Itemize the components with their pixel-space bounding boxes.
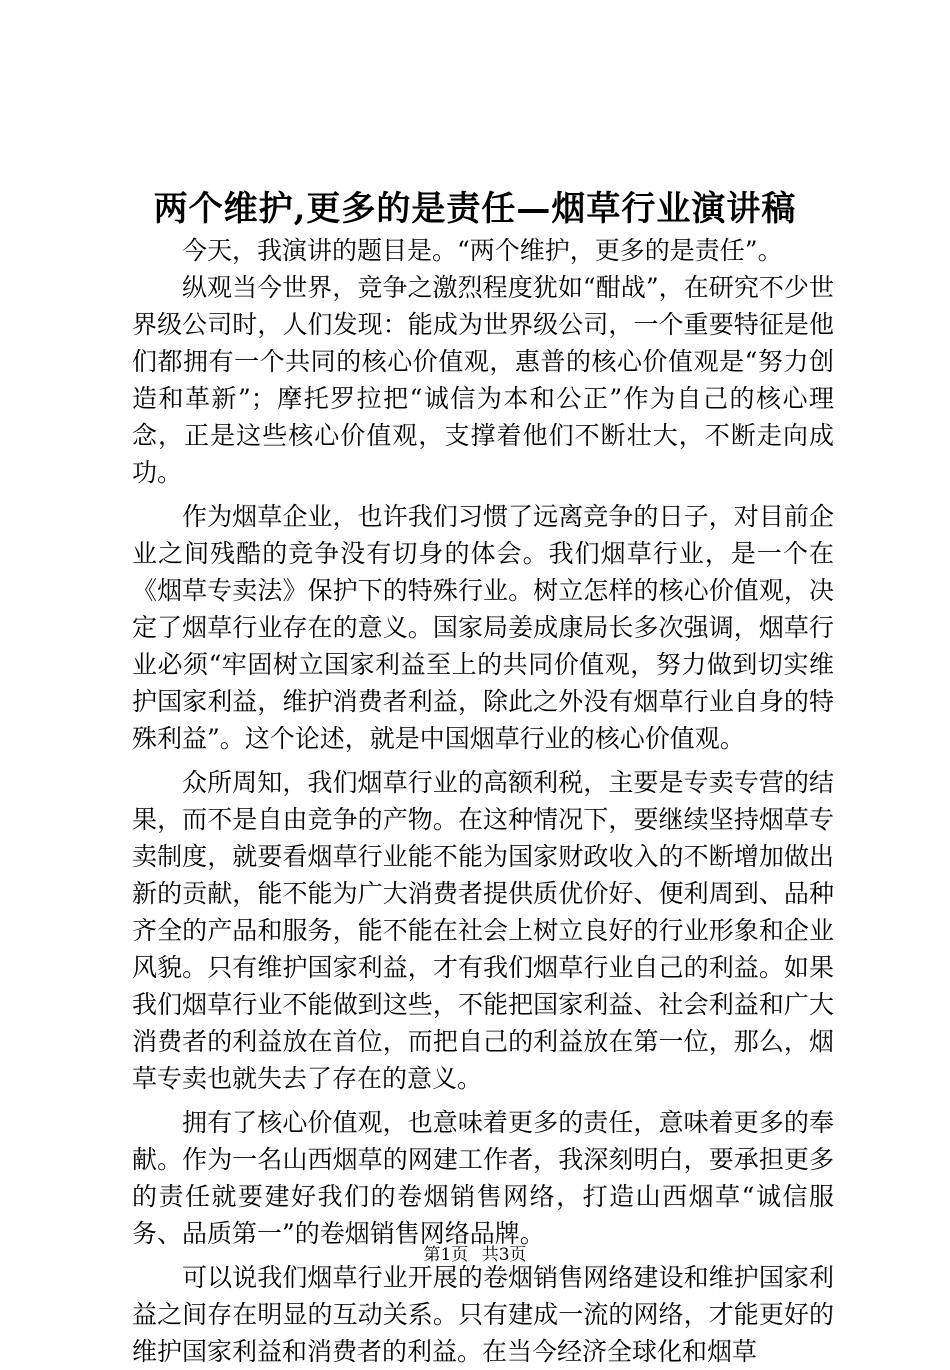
paragraph: 众所周知，我们烟草行业的高额利税，主要是专卖专营的结果，而不是自由竞争的产物。在这种情况下，要继续坚持烟草专卖制度，就要看烟草行业能不能为国家财政收入的不断增加做出新的贡献，能不能为广大消费者提供质优价好、便利周到、品种齐全的产品和服务，能不能在社会上树立良好的行业形象和企业风貌。只有维护国家利益，才有我们烟草行业自己的利益。如果我们烟草行业不能做到这些，不能把国家利益、社会利益和广大消费者的利益放在首位，而把自己的利益放在第一位，那么，烟草专卖也就失去了存在的意义。 [132,768,834,1093]
page-title: 两个维护,更多的是责任—烟草行业演讲稿 [153,189,797,229]
paragraph: 纵观当今世界，竞争之激烈程度犹如“酣战”，在研究不少世界级公司时，人们发现：能成为世界级公司，一个重要特征是他们都拥有一个共同的核心价值观，惠普的核心价值观是“努力创造和革新”；摩托罗拉把“诚信为本和公正”作为自己的核心理念，正是这些核心价值观，支撑着他们不断壮大，不断走向成功。 [132,273,834,487]
page-footer [0,1243,950,1267]
page-total: 共3页 [481,1245,527,1265]
paragraph: 拥有了核心价值观，也意味着更多的责任，意味着更多的奉献。作为一名山西烟草的网建工作者，我深刻明白，要承担更多的责任就要建好我们的卷烟销售网络，打造山西烟草“诚信服务、品质第一”的卷烟销售网络品牌。 [132,1108,834,1248]
paragraph: 可以说我们烟草行业开展的卷烟销售网络建设和维护国家利益之间存在明显的互动关系。只有建成一流的网络，才能更好的维护国家利益和消费者的利益。在当今经济全球化和烟草 [132,1263,834,1366]
page-number: 第1页 [423,1245,469,1265]
paragraph: 今天，我演讲的题目是。“两个维护，更多的是责任”。 [182,236,783,265]
document-body [132,232,834,1370]
paragraph: 作为烟草企业，也许我们习惯了远离竞争的日子，对目前企业之间残酷的竞争没有切身的体会。我们烟草行业，是一个在《烟草专卖法》保护下的特殊行业。树立怎样的核心价值观，决定了烟草行业存在的意义。国家局姜成康局长多次强调，烟草行业必须“牢固树立国家利益至上的共同价值观，努力做到切实维护国家利益，维护消费者利益，除此之外没有烟草行业自身的特殊利益”。这个论述，就是中国烟草行业的核心价值观。 [132,502,834,753]
